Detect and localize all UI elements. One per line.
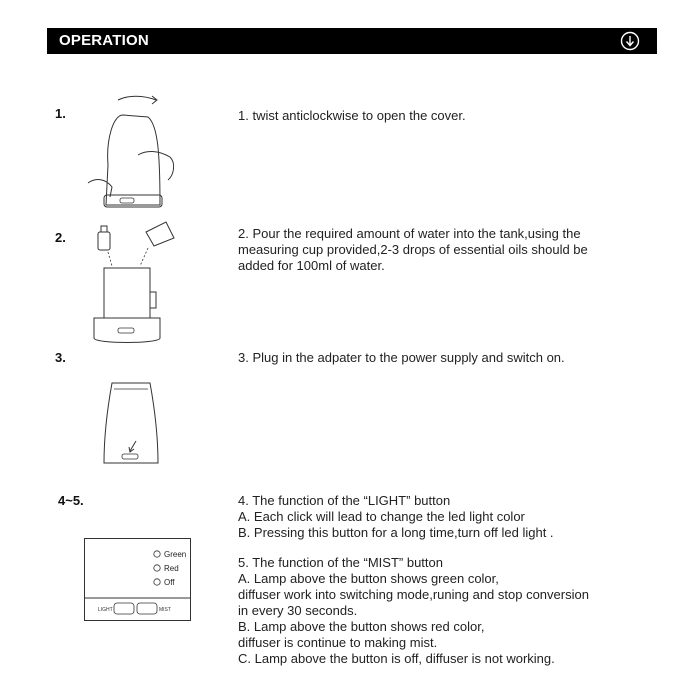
down-arrow-circle-icon <box>620 31 640 51</box>
step-4-line: A. Each click will lead to change the led light color <box>238 509 525 524</box>
step-number-1: 1. <box>55 106 66 121</box>
step-number-2: 2. <box>55 230 66 245</box>
control-panel-illustration <box>84 538 192 623</box>
step-number-4-5: 4~5. <box>58 493 84 508</box>
step-2-text <box>238 226 588 274</box>
indicator-label-off: Off <box>164 578 175 587</box>
step-5-line: 5. The function of the “MIST” button <box>238 555 443 570</box>
mist-button[interactable] <box>137 603 157 614</box>
step-2-line: added for 100ml of water. <box>238 258 385 273</box>
step-3-text <box>238 350 565 366</box>
step-2-illustration <box>88 220 188 350</box>
step-5-text <box>238 555 589 667</box>
indicator-label-green: Green <box>164 550 187 559</box>
step-4-line: B. Pressing this button for a long time,turn off led light . <box>238 525 554 540</box>
step-5-line: in every 30 seconds. <box>238 603 358 618</box>
step-3-line: 3. Plug in the adpater to the power supply and switch on. <box>238 350 565 365</box>
red-indicator-icon <box>154 565 160 571</box>
mist-button-label: MIST <box>159 607 171 613</box>
step-1-text <box>238 108 466 124</box>
light-button-label: LIGHT <box>98 607 113 613</box>
step-4-line: 4. The function of the “LIGHT” button <box>238 493 451 508</box>
step-5-line: B. Lamp above the button shows red color, <box>238 619 485 634</box>
step-5-line: diffuser is continue to making mist. <box>238 635 438 650</box>
step-1-illustration <box>78 95 188 215</box>
step-5-line: A. Lamp above the button shows green color, <box>238 571 499 586</box>
step-number-3: 3. <box>55 350 66 365</box>
off-indicator-icon <box>154 579 160 585</box>
indicator-label-red: Red <box>164 564 179 573</box>
green-indicator-icon <box>154 551 160 557</box>
light-button[interactable] <box>114 603 134 614</box>
section-title: OPERATION <box>59 32 149 49</box>
step-4-text <box>238 493 554 541</box>
step-2-line: measuring cup provided,2-3 drops of essential oils should be <box>238 242 588 257</box>
step-5-line: C. Lamp above the button is off, diffuser is not working. <box>238 651 555 666</box>
step-3-illustration <box>96 375 166 470</box>
step-2-line: 2. Pour the required amount of water into the tank,using the <box>238 226 581 241</box>
step-5-line: diffuser work into switching mode,runing and stop conversion <box>238 587 589 602</box>
section-header <box>47 28 657 54</box>
step-1-line: 1. twist anticlockwise to open the cover. <box>238 108 466 123</box>
